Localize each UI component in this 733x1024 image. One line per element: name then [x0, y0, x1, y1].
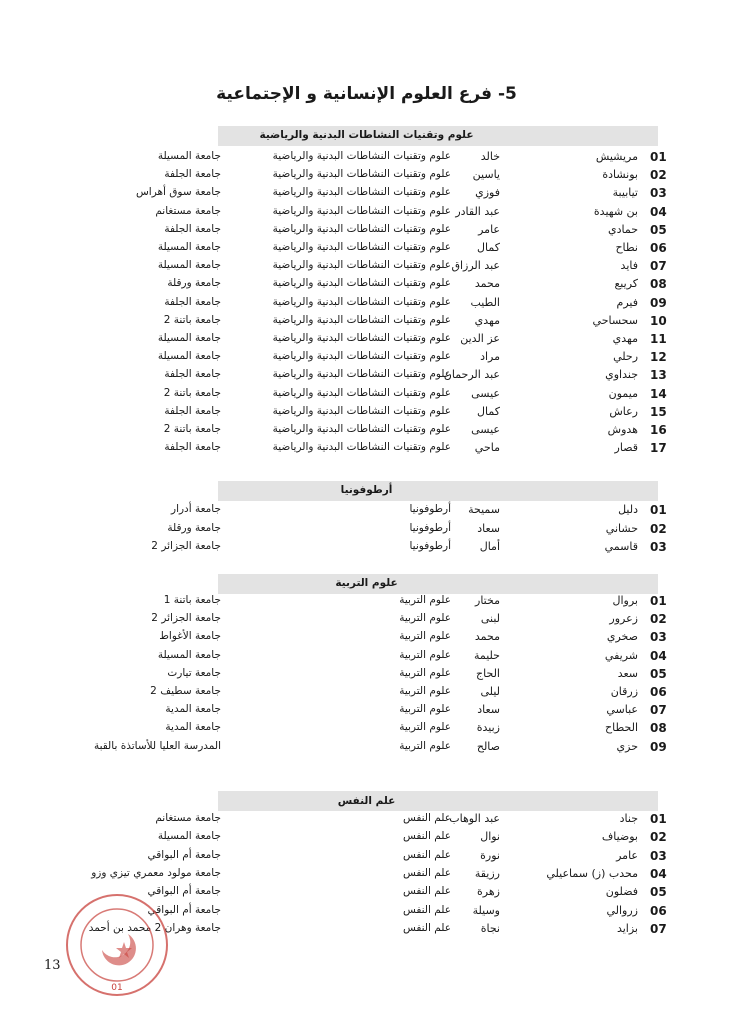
row-number: 03	[650, 630, 667, 645]
university: جامعة الجزائر 2	[151, 612, 221, 625]
first-name: عبد الرزاق	[451, 259, 500, 273]
row-number: 04	[650, 648, 667, 663]
specialty: علم النفس	[402, 848, 451, 861]
first-name: لبنى	[480, 612, 500, 626]
specialty: علوم وتقنيات النشاطات البدنية والرياضية	[272, 259, 451, 272]
first-name: نوال	[480, 830, 500, 844]
table-row	[0, 241, 733, 259]
first-name: زبيدة	[476, 721, 500, 735]
table-row	[0, 168, 733, 186]
specialty: علوم وتقنيات النشاطات البدنية والرياضية	[272, 295, 451, 308]
last-name: رحلي	[613, 350, 638, 364]
last-name: زعرور	[609, 612, 638, 626]
specialty: علوم وتقنيات النشاطات البدنية والرياضية	[272, 186, 451, 199]
row-number: 06	[650, 241, 667, 255]
first-name: عيسى	[471, 423, 500, 436]
specialty: علوم وتقنيات النشاطات البدنية والرياضية	[272, 423, 451, 435]
first-name: زهرة	[477, 885, 500, 899]
first-name: وسيلة	[472, 903, 500, 917]
university: جامعة مستغانم	[155, 812, 221, 824]
university: جامعة باتنة 2	[163, 423, 221, 435]
university: جامعة المسيلة	[157, 259, 221, 272]
table-row	[0, 649, 733, 667]
university: جامعة أدرار	[171, 503, 221, 515]
specialty: علوم التربية	[399, 739, 451, 752]
specialty: علوم وتقنيات النشاطات البدنية والرياضية	[272, 350, 451, 363]
table-row	[0, 441, 733, 459]
row-number: 05	[650, 885, 667, 900]
row-number: 07	[650, 259, 667, 274]
specialty: أرطوفونيا	[409, 503, 451, 515]
specialty: أرطوفونيا	[409, 540, 451, 553]
last-name: بروال	[612, 594, 638, 607]
first-name: ماحي	[474, 441, 500, 455]
page-number: 13	[44, 958, 61, 973]
university: جامعة باتنة 2	[163, 386, 221, 399]
university: جامعة مستغانم	[155, 204, 221, 217]
first-name: كمال	[477, 404, 500, 418]
university: جامعة ورقلة	[167, 521, 221, 534]
first-name: عيسى	[471, 386, 500, 400]
row-number: 02	[650, 612, 667, 627]
last-name: جنداوي	[605, 368, 638, 382]
last-name: قاسمي	[604, 540, 638, 554]
university: جامعة باتنة 2	[163, 313, 221, 326]
university: جامعة الجلفة	[164, 222, 221, 235]
first-name: أمال	[479, 540, 500, 554]
first-name: سعاد	[477, 521, 500, 535]
university: جامعة الجلفة	[164, 295, 221, 308]
last-name: فيرم	[616, 295, 638, 309]
row-number: 06	[650, 903, 667, 918]
table-row	[0, 612, 733, 630]
last-name: حزي	[616, 739, 638, 753]
table-row	[0, 277, 733, 295]
stamp-number: 01	[111, 983, 123, 993]
row-number: 02	[650, 830, 667, 845]
last-name: تيابيبة	[612, 186, 638, 200]
table-row	[0, 503, 733, 521]
last-name: حمادي	[607, 222, 638, 236]
specialty: علوم وتقنيات النشاطات البدنية والرياضية	[272, 313, 451, 326]
last-name: محدب (ز) سماعيلي	[546, 866, 638, 880]
section-title: علم النفس	[337, 795, 396, 807]
last-name: سعد	[617, 666, 638, 680]
university: جامعة المسيلة	[157, 150, 221, 162]
last-name: بوضياف	[601, 830, 638, 844]
row-number: 05	[650, 666, 667, 681]
first-name: عامر	[478, 222, 500, 236]
row-number: 03	[650, 186, 667, 201]
table-row	[0, 368, 733, 386]
row-number: 10	[650, 313, 667, 328]
university: جامعة أم البواقي	[147, 903, 221, 916]
row-number: 05	[650, 222, 667, 237]
specialty: علوم وتقنيات النشاطات البدنية والرياضية	[272, 441, 451, 454]
last-name: جناد	[619, 812, 638, 825]
row-number: 07	[650, 921, 667, 936]
last-name: قصار	[614, 441, 638, 455]
first-name: نورة	[480, 848, 500, 862]
table-row	[0, 867, 733, 885]
specialty: علوم وتقنيات النشاطات البدنية والرياضية	[272, 241, 451, 253]
row-number: 08	[650, 277, 667, 292]
table-row	[0, 849, 733, 867]
university: جامعة سوق أهراس	[135, 186, 221, 199]
table-row	[0, 405, 733, 423]
specialty: علوم التربية	[399, 594, 451, 606]
specialty: علوم وتقنيات النشاطات البدنية والرياضية	[272, 168, 451, 181]
row-number: 02	[650, 168, 667, 183]
table-row	[0, 259, 733, 277]
row-number: 09	[650, 295, 667, 310]
row-number: 03	[650, 540, 667, 555]
first-name: رزيقة	[474, 866, 500, 880]
last-name: عباسي	[606, 703, 638, 717]
last-name: مهدي	[612, 332, 638, 345]
university: جامعة الجزائر 2	[151, 540, 221, 553]
last-name: الحطاح	[605, 721, 638, 735]
first-name: الطيب	[470, 295, 500, 309]
row-number: 17	[650, 441, 667, 456]
university: جامعة الجلفة	[164, 441, 221, 454]
last-name: بن شهيدة	[593, 204, 638, 218]
table-row	[0, 721, 733, 739]
table-row	[0, 740, 733, 758]
first-name: خالد	[480, 150, 500, 163]
specialty: علوم وتقنيات النشاطات البدنية والرياضية	[272, 368, 451, 381]
university: جامعة المسيلة	[157, 830, 221, 843]
row-number: 04	[650, 866, 667, 881]
first-name: كمال	[477, 241, 500, 254]
last-name: بونشادة	[602, 168, 638, 182]
row-number: 16	[650, 423, 667, 437]
last-name: هدوش	[607, 423, 638, 436]
row-number: 09	[650, 739, 667, 754]
first-name: عبد القادر	[455, 204, 500, 218]
first-name: نجاة	[480, 921, 500, 935]
university: جامعة وهران 2 محمد بن أحمد	[88, 921, 221, 934]
last-name: نطاح	[615, 241, 638, 254]
specialty: علوم التربية	[399, 612, 451, 625]
table-row	[0, 296, 733, 314]
specialty: علوم التربية	[399, 666, 451, 679]
university: جامعة المسيلة	[157, 241, 221, 253]
university: جامعة المسيلة	[157, 350, 221, 363]
row-number: 11	[650, 332, 667, 346]
section-title: علوم التربية	[335, 577, 398, 589]
section-title: أرطوفونيا	[340, 484, 393, 496]
row-number: 01	[650, 812, 667, 826]
official-stamp	[62, 890, 172, 1000]
specialty: علوم وتقنيات النشاطات البدنية والرياضية	[272, 404, 451, 417]
specialty: علم النفس	[402, 830, 451, 843]
specialty: علوم التربية	[399, 648, 451, 661]
specialty: علوم وتقنيات النشاطات البدنية والرياضية	[272, 204, 451, 217]
section-title: علوم وتقنيات النشاطات البدنية والرياضية	[259, 129, 474, 141]
first-name: محمد	[474, 277, 500, 291]
row-number: 06	[650, 685, 667, 699]
last-name: فضلون	[605, 885, 638, 899]
last-name: رعاش	[609, 404, 638, 418]
table-row	[0, 594, 733, 612]
table-row	[0, 205, 733, 223]
first-name: حليمة	[473, 648, 500, 662]
table-row	[0, 685, 733, 703]
table-row	[0, 522, 733, 540]
last-name: بزايد	[616, 921, 638, 935]
row-number: 08	[650, 721, 667, 736]
table-row	[0, 314, 733, 332]
table-row	[0, 150, 733, 168]
last-name: زروالي	[606, 903, 638, 917]
first-name: الحاج	[476, 666, 500, 680]
last-name: عامر	[616, 848, 638, 862]
specialty: أرطوفونيا	[409, 521, 451, 534]
university: جامعة أم البواقي	[147, 848, 221, 861]
row-number: 02	[650, 521, 667, 536]
university: جامعة الجلفة	[164, 168, 221, 181]
specialty: علوم وتقنيات النشاطات البدنية والرياضية	[272, 386, 451, 399]
first-name: مختار	[475, 594, 500, 607]
table-row	[0, 667, 733, 685]
specialty: علوم وتقنيات النشاطات البدنية والرياضية	[272, 332, 451, 344]
row-number: 03	[650, 848, 667, 863]
university: جامعة مولود معمري تيزي وزو	[91, 866, 221, 879]
university: جامعة المسيلة	[157, 332, 221, 344]
row-number: 12	[650, 350, 667, 365]
university: جامعة الجلفة	[164, 404, 221, 417]
university: جامعة الأغواط	[159, 630, 221, 643]
table-row	[0, 812, 733, 830]
specialty: علوم التربية	[399, 630, 451, 643]
last-name: فايد	[620, 259, 638, 273]
table-row	[0, 186, 733, 204]
last-name: دليل	[618, 503, 638, 516]
university: جامعة المسيلة	[157, 648, 221, 661]
first-name: عبد الرحمان	[443, 368, 500, 382]
table-row	[0, 423, 733, 441]
last-name: صخري	[606, 630, 638, 644]
row-number: 04	[650, 204, 667, 219]
table-row	[0, 387, 733, 405]
first-name: سميحة	[468, 503, 500, 516]
table-row	[0, 223, 733, 241]
specialty: علوم وتقنيات النشاطات البدنية والرياضية	[272, 277, 451, 290]
first-name: محمد	[474, 630, 500, 644]
specialty: علوم وتقنيات النشاطات البدنية والرياضية	[272, 150, 451, 162]
university: جامعة المدية	[165, 703, 221, 716]
row-number: 01	[650, 503, 667, 517]
university: جامعة باتنة 1	[163, 594, 221, 606]
last-name: شريفي	[604, 648, 638, 662]
specialty: علم النفس	[402, 903, 451, 916]
first-name: مهدي	[474, 313, 500, 327]
university: جامعة ورقلة	[167, 277, 221, 290]
specialty: علوم التربية	[399, 685, 451, 697]
last-name: ميمون	[608, 386, 638, 400]
row-number: 13	[650, 368, 667, 383]
row-number: 15	[650, 404, 667, 419]
first-name: عز الدين	[460, 332, 500, 345]
row-number: 01	[650, 150, 667, 164]
table-row	[0, 830, 733, 848]
page-title: 5- فرع العلوم الإنسانية و الإجتماعية	[216, 84, 517, 104]
specialty: علم النفس	[402, 866, 451, 879]
table-row	[0, 540, 733, 558]
university: المدرسة العليا للأساتذة بالقبة	[93, 739, 221, 752]
last-name: كريبع	[614, 277, 638, 291]
university: جامعة أم البواقي	[147, 885, 221, 898]
table-row	[0, 703, 733, 721]
first-name: سعاد	[477, 703, 500, 717]
specialty: علوم وتقنيات النشاطات البدنية والرياضية	[272, 222, 451, 235]
last-name: زرقان	[610, 685, 638, 698]
university: جامعة تيارت	[167, 666, 221, 679]
specialty: علم النفس	[402, 812, 451, 824]
first-name: عبد الوهاب	[449, 812, 500, 825]
university: جامعة المدية	[165, 721, 221, 734]
specialty: علم النفس	[402, 921, 451, 934]
first-name: فوزي	[475, 186, 500, 200]
table-row	[0, 350, 733, 368]
first-name: مراد	[480, 350, 500, 364]
first-name: ياسين	[472, 168, 500, 182]
row-number: 14	[650, 386, 667, 401]
university: جامعة الجلفة	[164, 368, 221, 381]
table-row	[0, 630, 733, 648]
specialty: علم النفس	[402, 885, 451, 898]
last-name: حشاني	[605, 521, 638, 535]
university: جامعة سطيف 2	[150, 685, 221, 697]
first-name: ليلى	[480, 685, 500, 698]
specialty: علوم التربية	[399, 721, 451, 734]
row-number: 01	[650, 594, 667, 608]
table-row	[0, 332, 733, 350]
row-number: 07	[650, 703, 667, 718]
specialty: علوم التربية	[399, 703, 451, 716]
last-name: سحساحي	[592, 313, 638, 327]
last-name: مريشيش	[595, 150, 638, 163]
first-name: صالح	[476, 739, 500, 753]
